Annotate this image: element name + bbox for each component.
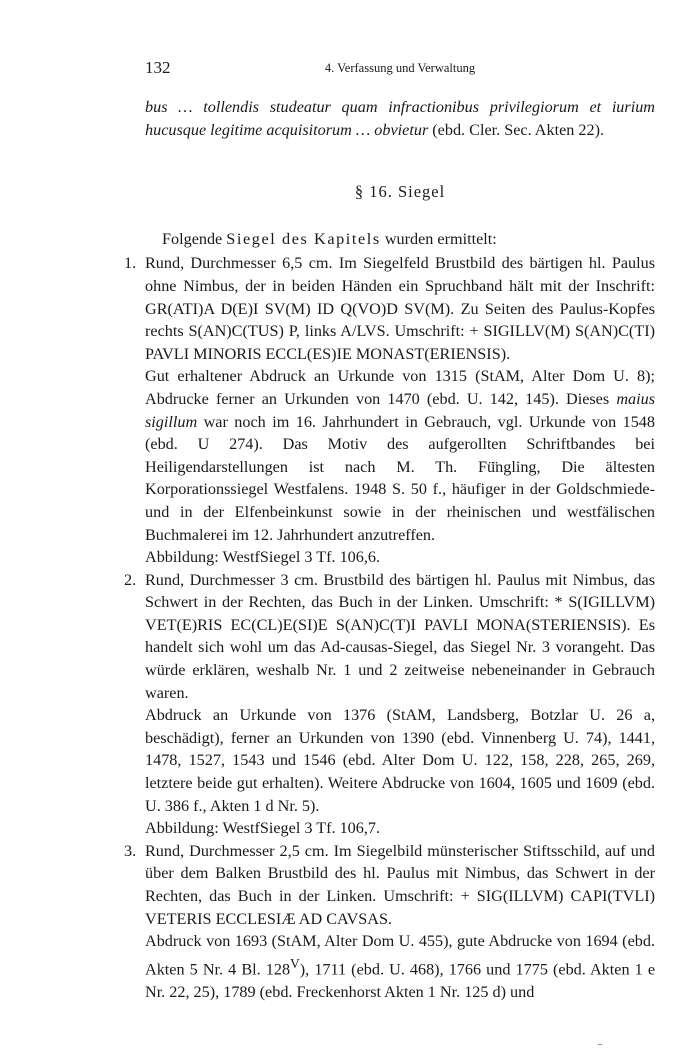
- running-title: 4. Verfassung und Verwaltung: [324, 61, 476, 75]
- seal-illustration-ref: Abbildung: WestfSiegel 3 Tf. 106,6.: [145, 548, 381, 567]
- impressions-text-cont: war noch im 16. Jahrhundert in Gebrauch, vgl. Urkunde von 1548 (ebd. U 274). Das Motiv des aufgerollten Schriftbandes bei Heiligendarstellungen ist nach M. Th. Fü̈ngling, Die ältesten Korporationssiegel Westfalens. 1948 S. 50 f., häufiger in der Goldschmiede- und in der Elfenbeinkunst sowie in der rheinischen und westfälischen Buchmalerei im 12. Jahrhundert anzutreffen.: [145, 412, 655, 544]
- intro-text-start: Folgende: [162, 229, 227, 248]
- page-number: 132: [145, 58, 171, 77]
- superscript: V: [290, 955, 300, 971]
- continuation-paragraph: [145, 96, 655, 141]
- seal-item-2: [124, 569, 655, 840]
- seal-impressions: [145, 930, 655, 1003]
- impressions-italic: maius sigillum: [145, 389, 655, 431]
- item-number: 1.: [124, 254, 137, 273]
- page-header: [145, 58, 655, 80]
- seal-item-1: [124, 252, 655, 568]
- seal-description: Rund, Durchmesser 2,5 cm. Im Siegelbild münsterischer Stiftsschild, auf und über dem Balken Brustbild des hl. Paulus mit Nimbus, das Schwert in der Rechten, das Buch in der Linken. Umschrift: + SIG(ILLVM) CAPI(TVLI) VETERIS ECCLESIÆ AD CAVSAS.: [145, 841, 655, 928]
- intro-paragraph: [145, 228, 655, 251]
- section-heading: § 16. Siegel: [354, 182, 446, 202]
- seal-impressions: [145, 365, 655, 546]
- intro-text-end: wurden ermittelt:: [380, 229, 497, 248]
- scan-mark: [598, 1044, 602, 1045]
- seal-description: Rund, Durchmesser 3 cm. Brustbild des bärtigen hl. Paulus mit Nimbus, das Schwert in der Rechten, das Buch in der Linken. Umschrift: * S(IGILLVM) VET(E)RIS EC(CL)E(SI)E S(AN)C(T)I PAVLI MONA(STERIENSIS). Es handelt sich wohl um das Ad-causas-Siegel, das Siegel Nr. 3 vorangeht. Das würde erklären, weshalb Nr. 1 und 2 zeitweise nebeneinander in Gebrauch waren.: [145, 570, 655, 702]
- impressions-text: Abdruck von 1693 (StAM, Alter Dom U. 455), gute Abdrucke von 1694 (ebd. Akten 5 Nr. 4 Bl. 128: [145, 932, 655, 979]
- item-number: 2.: [124, 570, 137, 589]
- seal-list: [124, 252, 656, 1003]
- page-body: [124, 96, 656, 1003]
- item-number: 3.: [124, 841, 137, 860]
- continuation-reference: (ebd. Cler. Sec. Akten 22).: [428, 120, 605, 139]
- seal-description: Rund, Durchmesser 6,5 cm. Im Siegelfeld Brustbild des bärtigen hl. Paulus ohne Nimbus, der in beiden Händen ein Spruchband hält mit der Inschrift: GR(ATI)A D(E)I SV(M) ID Q(VO)D SV(M). Zu Seiten des Paulus-Kopfes rechts S(AN)C(TUS) P, links A/LVS. Umschrift: + SIGILLV(M) S(AN)C(TI) PAVLI MINORIS ECCL(ES)IE MONAST(ERIENSIS).: [145, 254, 655, 363]
- seal-item-3: [124, 840, 656, 1004]
- continuation-latin-quote: bus … tollendis studeatur quam infractionibus privilegiorum et iurium hucusque legitime acquisitorum … obvietur: [145, 98, 655, 139]
- seal-illustration-ref: Abbildung: WestfSiegel 3 Tf. 106,7.: [145, 819, 381, 838]
- impressions-text: Gut erhaltener Abdruck an Urkunde von 1315 (StAM, Alter Dom U. 8); Abdrucke ferner an Urkunden von 1470 (ebd. U. 142, 145). Dieses: [145, 367, 655, 408]
- seal-impressions: Abdruck an Urkunde von 1376 (StAM, Landsberg, Botzlar U. 26 a, beschädigt), ferner an Urkunden von 1390 (ebd. Vinnenberg U. 74), 1441, 1478, 1527, 1543 und 1546 (ebd. Alter Dom U. 122, 158, 228, 265, 269, letztere beide gut erhalten). Weitere Abdrucke von 1604, 1605 und 1609 (ebd. U. 386 f., Akten 1 d Nr. 5).: [145, 706, 655, 815]
- intro-spaced-text: Siegel des Kapitels: [226, 229, 381, 248]
- impressions-text-cont: ), 1711 (ebd. U. 468), 1766 und 1775 (ebd. Akten 1 e Nr. 22, 25), 1789 (ebd. Freckenhorst Akten 1 Nr. 125 d) und: [145, 960, 656, 1001]
